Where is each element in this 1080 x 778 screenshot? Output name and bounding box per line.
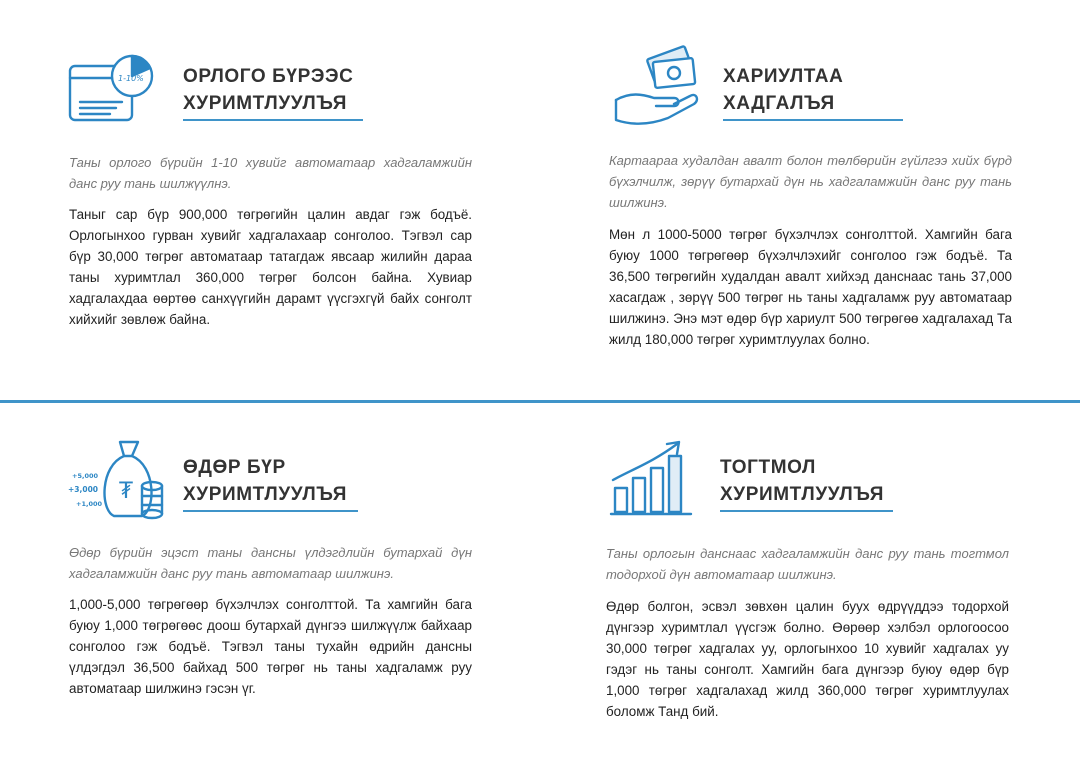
title-underline	[183, 119, 363, 121]
svg-text:₮: ₮	[119, 479, 133, 504]
section-title: ӨДӨР БҮР ХУРИМТЛУУЛЪЯ	[183, 457, 348, 505]
section-title: ХАРИУЛТАА ХАДГАЛЪЯ	[723, 66, 844, 114]
section-body: Мөн л 1000-5000 төгрөг бүхэлчлэх сонголттой. Хамгийн бага буюу 1000 төгрөгөөр бүхэлчлэхийг сонголоо гэж бодъё. Та 36,500 төгрөгийн худалдан авалт хийхэд данснаас тань 37,000 хасагдаж , зөрүү 500 төгрөг нь таны хадгаламж руу автоматаар шилжинэ. Энэ мэт өдөр бүр хариулт 500 төгрөгөө хадгалахад Та жилд 180,000 төгрөг хуримтлуулах болно.	[609, 227, 1012, 347]
hand-money-icon	[612, 42, 708, 128]
money-bag-coins-icon	[66, 436, 170, 522]
section-divider	[0, 400, 1080, 403]
section-intro: Таны орлого бүрийн 1-10 хувийг автоматаар хадгаламжийн данс руу тань шилжүүлнэ.	[69, 155, 472, 191]
section-intro: Өдөр бүрийн эцэст таны дансны үлдэгдлийн бутархай дүн хадгаламжийн данс руу тань автоматаар шилжинэ.	[69, 545, 472, 581]
svg-text:+1,000: +1,000	[76, 500, 103, 508]
section-title: ОРЛОГО БҮРЭЭС ХУРИМТЛУУЛЪЯ	[183, 66, 354, 114]
svg-text:1-10%: 1-10%	[118, 74, 144, 83]
section-intro: Таны орлогын данснаас хадгаламжийн данс руу тань тогтмол тодорхой дүн автоматаар шилжинэ.	[606, 546, 1009, 582]
card-pie-chart-icon	[66, 44, 158, 126]
svg-text:+5,000: +5,000	[72, 472, 99, 480]
section-body: 1,000-5,000 төгрөгөөр бүхэлчлэх сонголттой. Та хамгийн бага буюу 1,000 төгрөгөөс доош бутархай дүнгээ шилжүүлж байхаар сонголоо гэж бодъё. Тэгвэл таны тухайн өдрийн дансны үлдэгдэл 36,500 байхад 500 төгрөг нь таны хадгаламж руу автоматаар шилжинэ гэсэн үг.	[69, 597, 472, 696]
title-underline	[183, 510, 358, 512]
section-body: Таныг сар бүр 900,000 төгрөгийн цалин авдаг гэж бодъё. Орлогынхоо гурван хувийг хадгалахаар сонголоо. Тэгвэл сар бүр 30,000 төгрөг автоматаар татагдаж явсаар жилийн дараа таны хуримтлал 360,000 төгрөг болсон байна. Хувиар хадгалахдаа өөртөө санхүүгийн дарамт үүсгэхгүй байх сонголт хийхийг зөвлөж байна.	[69, 207, 472, 327]
title-underline	[723, 119, 903, 121]
bar-chart-growth-icon	[609, 436, 701, 518]
section-body: Өдөр болгон, эсвэл зөвхөн цалин буух өдрүүддээ тодорхой дүнгээр хуримтлал үүсгэж болно. Өөрөөр хэлбэл орлогоосоо 30,000 төгрөг хадгалах уу, орлогынхоо 10 хувийг хадгалах уу гэдэг нь таны сонголт. Хамгийн бага дүнгээр буюу өдөр бүр 1,000 төгрөг хадгалахад жилд 360,000 төгрөг хуримтлуулах боломж Танд бий.	[606, 599, 1009, 719]
svg-text:+3,000: +3,000	[68, 485, 99, 494]
section-title: ТОГТМОЛ ХУРИМТЛУУЛЪЯ	[720, 457, 885, 505]
section-intro: Картаараа худалдан авалт болон төлбөрийн гүйлгээ хийх бүрд бүхэлчилж, зөрүү бутархай дүн нь хадгаламжийн данс руу тань шилжинэ.	[609, 153, 1012, 210]
title-underline	[720, 510, 893, 512]
